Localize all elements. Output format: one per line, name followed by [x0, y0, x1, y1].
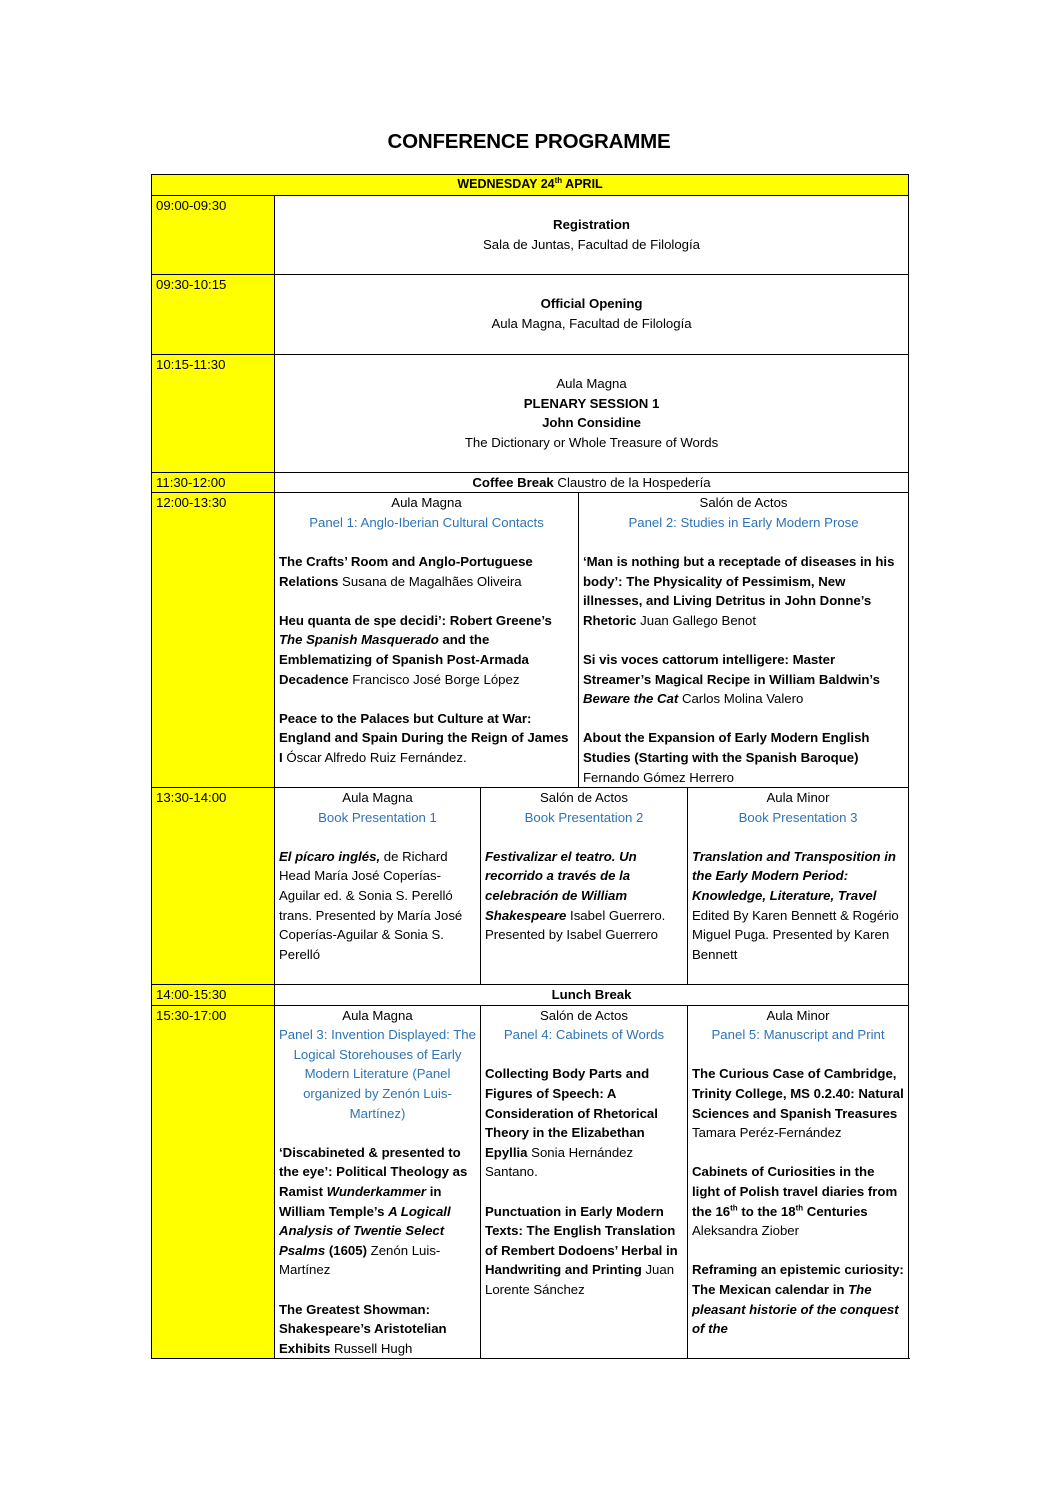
room-cell [688, 788, 909, 985]
book-entry: El pícaro inglés, de Richard Head María José Coperías-Aguilar ed. & Sonia S. Perelló trans. Presented by María José Coperías-Aguilar & Sonia S. Perelló [279, 848, 463, 962]
plenary-cell [275, 354, 909, 472]
session-title: Registration [553, 217, 630, 233]
book-entry: Translation and Transposition in the Early Modern Period: Knowledge, Literature, Travel Edited By Karen Bennett & Rogério Miguel Puga. Presented by Karen Bennett [692, 848, 899, 962]
slot-row [152, 493, 909, 788]
panel-title: Panel 4: Cabinets of Words [503, 1027, 665, 1043]
time-cell: 09:00-09:30 [152, 195, 275, 274]
panel-title: Panel 1: Anglo-Iberian Cultural Contacts [309, 514, 544, 530]
panel-title: Panel 2: Studies in Early Modern Prose [628, 514, 859, 530]
time-cell: 11:30-12:00 [152, 472, 275, 493]
slot-row [152, 195, 909, 274]
room-name: Aula Magna [342, 1007, 413, 1023]
day-header-row [152, 175, 909, 196]
slot-row [152, 274, 909, 354]
break-cell: Coffee Break Claustro de la Hospedería [275, 472, 909, 493]
break-cell: Lunch Break [275, 985, 909, 1006]
panel-title: Book Presentation 2 [524, 809, 644, 825]
room-name: Aula Minor [766, 1007, 830, 1023]
time-cell: 10:15-11:30 [152, 354, 275, 472]
slot-row [152, 788, 909, 985]
room-cell [481, 788, 688, 985]
programme-table [151, 174, 909, 1359]
room-name: Aula Magna [342, 790, 413, 806]
panel-title: Panel 3: Invention Displayed: The Logical Storehouses of Early Modern Literature (Panel organized by Zenón Luis-Martínez) [279, 1027, 476, 1121]
talk-title: The Dictionary or Whole Treasure of Words [464, 434, 719, 450]
room-name: Aula Minor [766, 790, 830, 806]
panel-title: Panel 5: Manuscript and Print [711, 1027, 885, 1043]
room-cell [579, 493, 909, 788]
talk-entry: ‘Man is nothing but a receptade of diseases in his body’: The Physicality of Pessimism, New illnesses, and Living Detritus in John Donne’s Rhetoric Juan Gallego Benot [583, 553, 895, 628]
session-place: Aula Magna, Facultad de Filología [491, 315, 692, 331]
room-name: Salón de Actos [540, 1007, 628, 1023]
talk-entry: About the Expansion of Early Modern English Studies (Starting with the Spanish Baroque) Fernando Gómez Herrero [583, 730, 870, 785]
talk-entry: Si vis voces cattorum intelligere: Master Streamer’s Magical Recipe in William Baldwin’s Beware the Cat Carlos Molina Valero [583, 651, 880, 707]
panel-title: Book Presentation 3 [738, 809, 858, 825]
room-name: Salón de Actos [699, 495, 788, 511]
room-cell [481, 1005, 688, 1359]
room-name: Aula Magna [391, 495, 462, 511]
slot-row [152, 985, 909, 1006]
time-cell: 14:00-15:30 [152, 985, 275, 1006]
talk-entry: The Greatest Showman: Shakespeare’s Aristotelian Exhibits Russell Hugh [279, 1301, 447, 1356]
session-cell [275, 274, 909, 354]
time-cell: 13:30-14:00 [152, 788, 275, 985]
session-title: Official Opening [540, 296, 643, 312]
time-cell: 12:00-13:30 [152, 493, 275, 788]
talk-entry: The Crafts’ Room and Anglo-Portuguese Relations Susana de Magalhães Oliveira [279, 553, 533, 589]
book-entry: Festivalizar el teatro. Un recorrido a través de la celebración de William Shakespeare Isabel Guerrero. Presented by Isabel Guerrero [485, 848, 666, 943]
session-place: Sala de Juntas, Facultad de Filología [483, 236, 701, 252]
session-title: PLENARY SESSION 1 [523, 395, 660, 411]
time-cell: 15:30-17:00 [152, 1005, 275, 1359]
room-cell [275, 493, 579, 788]
speaker-name: John Considine [542, 415, 641, 431]
time-cell: 09:30-10:15 [152, 274, 275, 354]
day-header: WEDNESDAY 24th APRIL [152, 175, 909, 196]
talk-entry: Peace to the Palaces but Culture at War: England and Spain During the Reign of James I Óscar Alfredo Ruiz Fernández. [279, 710, 569, 765]
talk-entry: Heu quanta de spe decidi’: Robert Greene’s The Spanish Masquerado and the Emblematizing of Spanish Post-Armada Decadence Francisco José Borge López [279, 612, 552, 687]
talk-entry: ‘Discabineted & presented to the eye’: Political Theology as Ramist Wunderkammer in William Temple’s A Logicall Analysis of Twentie Select Psalms (1605) Zenón Luis-Martínez [279, 1144, 468, 1278]
talk-entry: Reframing an epistemic curiosity: The Mexican calendar in The pleasant historie of the conquest of the [692, 1262, 904, 1337]
slot-row [152, 1005, 909, 1359]
room-name: Salón de Actos [540, 790, 628, 806]
room-cell [275, 788, 481, 985]
talk-entry: Collecting Body Parts and Figures of Speech: A Consideration of Rhetorical Theory in the Elizabethan Epyllia Sonia Hernández Santano. [485, 1066, 658, 1180]
panel-title: Book Presentation 1 [318, 809, 437, 825]
page-title: CONFERENCE PROGRAMME [387, 130, 671, 153]
talk-entry: The Curious Case of Cambridge, Trinity College, MS 0.2.40: Natural Sciences and Spanish Treasures Tamara Peréz-Fernández [692, 1066, 904, 1141]
talk-entry: Cabinets of Curiosities in the light of Polish travel diaries from the 16th to the 18th Centuries Aleksandra Ziober [692, 1164, 898, 1239]
room-cell [275, 1005, 481, 1359]
room-cell [688, 1005, 909, 1359]
session-cell [275, 195, 909, 274]
slot-row [152, 472, 909, 493]
slot-row [152, 354, 909, 472]
talk-entry: Punctuation in Early Modern Texts: The English Translation of Rembert Dodoens’ Herbal in Handwriting and Printing Juan Lorente Sánchez [485, 1203, 678, 1297]
session-place: Aula Magna [556, 376, 627, 392]
